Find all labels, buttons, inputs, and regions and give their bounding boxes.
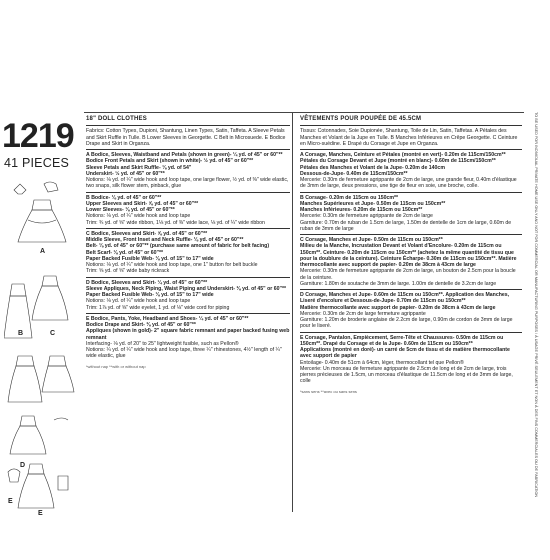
english-view-b <box>86 192 290 228</box>
garment-b-drawing <box>4 276 68 338</box>
french-fabrics-text: Tissus: Cotonnades, Soie Dupionée, Shantung, Toile de Lin, Satin, Taffetas. A Pétales des Manches et Volant de la Jupe en Tulle. B Manches Inférieures en Crêpe Georgette. C Ceinture en Micro-suédine. E Drapé du Corsage et Jupe en Organza. <box>300 128 518 147</box>
french-title: VÊTEMENTS POUR POUPÉE DE 45.5CM <box>300 116 422 122</box>
requirement-line: Bodice Drape and Skirt- ⅜ yd. of 45" or 60"** <box>86 322 196 328</box>
requirement-line: Notions: ¼ yd. of ¼" wide hook and loop tape, three ¼" rhinestones, 4½" length of ¼" wide elastic, glue <box>86 347 282 360</box>
garment-line-drawings <box>4 180 80 520</box>
pattern-number: 1219 <box>2 117 74 155</box>
requirement-line: D Bodice, Sleeves and Skirt- ¼ yd. of 45" or 60"** <box>86 279 208 286</box>
requirement-line: Interfacing- ⅛ yd. of 20" to 25" lightweight fusible, such as Pellon® <box>86 340 239 347</box>
requirement-line: Garniture: 1.80m de soutache de 3mm de large. 1.00m de dentelle de 3.2cm de large <box>300 280 497 287</box>
figure-label-e-dress: E <box>38 510 43 517</box>
requirement-line: Applications (montré en doré)- un carré de 5cm de tissu et de matière thermocollante avec support de papier <box>300 347 510 360</box>
requirement-line: B Bodice- ⅛ yd. of 45" or 60"** <box>86 194 162 201</box>
english-fabrics <box>86 125 290 149</box>
requirement-line: Pétales du Corsage Devant et Jupe (montré en blanc)- 0.60m de 115cm/150cm** <box>300 158 496 165</box>
table-top-rule <box>84 112 524 113</box>
requirement-line: A Corsage, Manches, Ceinture et Pétales (montré en vert)- 0.20m de 115cm/150cm** <box>300 152 506 158</box>
requirement-line: C Corsage, Manches et Jupe- 0.50m de 115cm ou 150cm** <box>300 237 443 243</box>
requirement-line: Paper Backed Fusible Web- ⅛ yd. of 15" to 17" wide <box>86 292 214 298</box>
requirement-line: C Bodice, Sleeves and Skirt- ⅝ yd. of 45" or 60"** <box>86 230 208 237</box>
requirement-line: Upper Sleeves and Skirt- ⅝ yd. of 45" or 60"** <box>86 200 199 207</box>
requirement-line: Mercerie: 0.30m de fermeture agrippante de 2cm de large, un bouton de 2.5cm pour la boucle de la ceinture. <box>300 268 516 281</box>
requirement-line: Mercerie: 0.30m de fermeture agrippante de 2cm de large, une grande fleur, 0.40m d'élastique de 3mm de large, deux pressions, une tige de fleur en soie, une broche, colle. <box>300 177 517 190</box>
requirement-line: Notions: ⅛ yd. of ¼" wide hook and loop tape, one 1" button for belt buckle <box>86 262 258 268</box>
english-column <box>86 116 290 370</box>
requirement-line: Appliques (shown in gold)- 2" square fabric remnant and paper backed fusing web remnant <box>86 328 290 341</box>
french-column <box>300 116 522 395</box>
requirement-line: Matière thermocollante avec support de papier- 0.20m de 38cm à 43cm de large <box>300 304 496 311</box>
requirement-line: Manches Inférieures- 0.20m de 115cm ou 150cm** <box>300 207 423 213</box>
figure-label-b: B <box>18 330 24 337</box>
requirement-line: Garniture: 0.70m de ruban de 1.5cm de large, 1.50m de dentelle de 1cm de large, 0.60m de ruban de 3mm de large <box>300 219 512 232</box>
french-view-a <box>300 149 522 192</box>
column-divider <box>292 112 293 512</box>
requirement-line: Mercerie: 0.30m de fermeture agrippante de 2cm de large <box>300 213 433 220</box>
french-view-d <box>300 289 522 332</box>
french-view-c <box>300 234 522 289</box>
requirement-line: Paper Backed Fusible Web- ⅛ yd. of 15" to 17" wide <box>86 255 214 262</box>
requirement-line: Mercerie: Un morceau de fermeture agrippante de 2.5cm de long et de 2cm de large, trois pierres précieuses de 1.5cm, un morceau d'élastique de 11.5cm de long et de 3mm de large, colle <box>300 365 513 385</box>
garment-a-drawing <box>14 182 66 242</box>
requirement-line: Trim: ¾ yd. of ⅝" wide ribbon, 1⅛ yd. of ⅜" wide lace, ⅛ yd. of ¼" wide ribbon <box>86 219 265 226</box>
garment-d-drawing <box>10 416 68 454</box>
requirement-line: Trim: 1⅞ yd. of ⅝" wide eyelet, 1 yd. of ⅛" wide cord for piping <box>86 304 230 311</box>
french-footnote: *sans sens **avec ou sans sens <box>300 388 357 394</box>
requirement-line: A Bodice, Sleeves, Waistband and Petals (shown in green)- ¼ yd. of 45" or 60"** <box>86 152 283 158</box>
figure-label-d: D <box>20 462 26 469</box>
figure-label-c: C <box>50 330 56 337</box>
requirement-line: B Corsage- 0.20m de 115cm ou 150cm** <box>300 194 399 201</box>
english-view-e <box>86 313 290 362</box>
requirement-line: Sleeve Appliques, Neck Piping, Waist Piping and Underskirt- ⅜ yd. of 45" or 60"** <box>86 285 286 292</box>
requirement-line: Lower Sleeves- ⅛ yd. of 45" or 60"** <box>86 207 175 213</box>
requirement-line: Trim: ⅝ yd. of ⅝" wide baby rickrack <box>86 268 170 275</box>
requirement-line: Dessous-de-Jupe- 0.40m de 115cm/150cm** <box>300 170 408 177</box>
requirement-line: Middle Sleeve, Front Inset and Neck Ruffle- ⅛ yd. of 45" or 60"** <box>86 237 244 243</box>
figure-label-a: A <box>40 248 46 255</box>
english-view-a <box>86 149 290 192</box>
side-notice-strip <box>524 112 542 512</box>
french-view-b <box>300 192 522 235</box>
requirement-line: Notions: ⅛ yd. of ¼" wide hook and loop tape <box>86 213 191 220</box>
requirement-line: Bodice Front Petals and Skirt (shown in white)- ½ yd. of 45" or 60"** <box>86 158 254 165</box>
side-legal-notice: TO BE USED FOR INDIVIDUAL PRIVATE HOME USE ONLY AND NOT FOR COMMERCIAL OR MANUFACTURING PURPOSES / À USAGE PRIVÉ SEULEMENT ET NON À DES FINS COMMERCIALES OU DE FABRICATION <box>534 112 538 498</box>
english-footnote: *without nap **with or without nap <box>86 363 146 369</box>
requirement-line: Garniture: 1.20m de broderie anglaise de 2.2cm de large, 0.90m de cordon de 3mm de large pour le liseré. <box>300 317 513 330</box>
garment-e-drawing <box>8 464 68 508</box>
requirement-line: Milieu de la Manche, Incrustation Devant et Volant d'Encolure- 0.20m de 115cm ou 150cm**. Ceinture- 0.20m de 115cm ou 150cm** (achetez la même quantité de tissu que pour la doublure de la ceinture). Ceinture Écharpe- 0.30m de 115cm ou 150cm**. Matière thermocollante avec support de papier- 0.20m de 38cm à 43cm de large <box>300 243 517 268</box>
english-title: 18" DOLL CLOTHES <box>86 116 147 122</box>
requirement-line: Manches Supérieures et Jupe- 0.50m de 115cm ou 150cm** <box>300 200 446 207</box>
requirement-line: Pétales des Manches et Volant de la Jupe- 0.20m de 140cm <box>300 164 445 171</box>
figure-label-e-accessories: E <box>8 498 13 505</box>
requirement-line: Sleeve Petals and Skirt Ruffle- ⅛ yd. of 54" <box>86 164 192 171</box>
requirement-line: Underskirt- ½ yd. of 45" or 60"** <box>86 170 165 177</box>
piece-count: 41 PIECES <box>4 156 70 170</box>
english-view-d <box>86 277 290 313</box>
requirement-line: E Corsage, Pantalon, Empiècement, Serre-Tête et Chaussures- 0.50m de 115cm ou 150cm**. Drapé du Corsage et de la Jupe- 0.60m de 115cm ou 150cm** <box>300 334 504 347</box>
requirement-line: Notions: ⅛ yd. of ¼" wide hook and loop tape <box>86 298 191 305</box>
requirement-line: Mercerie: 0.30m de 2cm de large fermeture agrippante <box>300 310 426 317</box>
english-view-c <box>86 228 290 277</box>
french-view-e <box>300 332 522 387</box>
english-fabrics-text: Fabrics: Cotton Types, Dupioni, Shantung, Linen Types, Satin, Taffeta. A Sleeve Petals and Skirt Ruffle in Tulle. B Lower Sleeves in Georgette. C Belt in Microsuede. E Bodice Drape and Skirt in Organza. <box>86 128 286 147</box>
requirement-line: Belt- ⅛ yd. of 45" or 60"** (purchase same amount of fabric for belt facing) <box>86 243 270 250</box>
french-fabrics <box>300 125 522 149</box>
requirement-line: D Corsage, Manches et Jupe- 0.60m de 115cm ou 150cm**. Application des Manches, Liseré d'encolure et Dessous-de-Jupe- 0.70m de 115cm ou 150cm** <box>300 292 510 305</box>
requirement-line: Notions: ⅛ yd. of ¼" wide hook and loop tape, one large flower, ½ yd. of ⅜" wide elastic, two snaps, silk flower stem, pinback, glue <box>86 177 289 190</box>
requirement-line: Belt Scarf- ⅛ yd. of 45" or 60"** <box>86 249 163 256</box>
requirement-line: E Bodice, Pants, Yoke, Headband and Shoes- ¼ yd. of 45" or 60"** <box>86 315 249 322</box>
garment-c-drawing <box>8 356 74 402</box>
requirement-line: Entoilage- 0.40m de 51cm à 64cm, léger, thermocollant tel que Pellon® <box>300 359 464 366</box>
